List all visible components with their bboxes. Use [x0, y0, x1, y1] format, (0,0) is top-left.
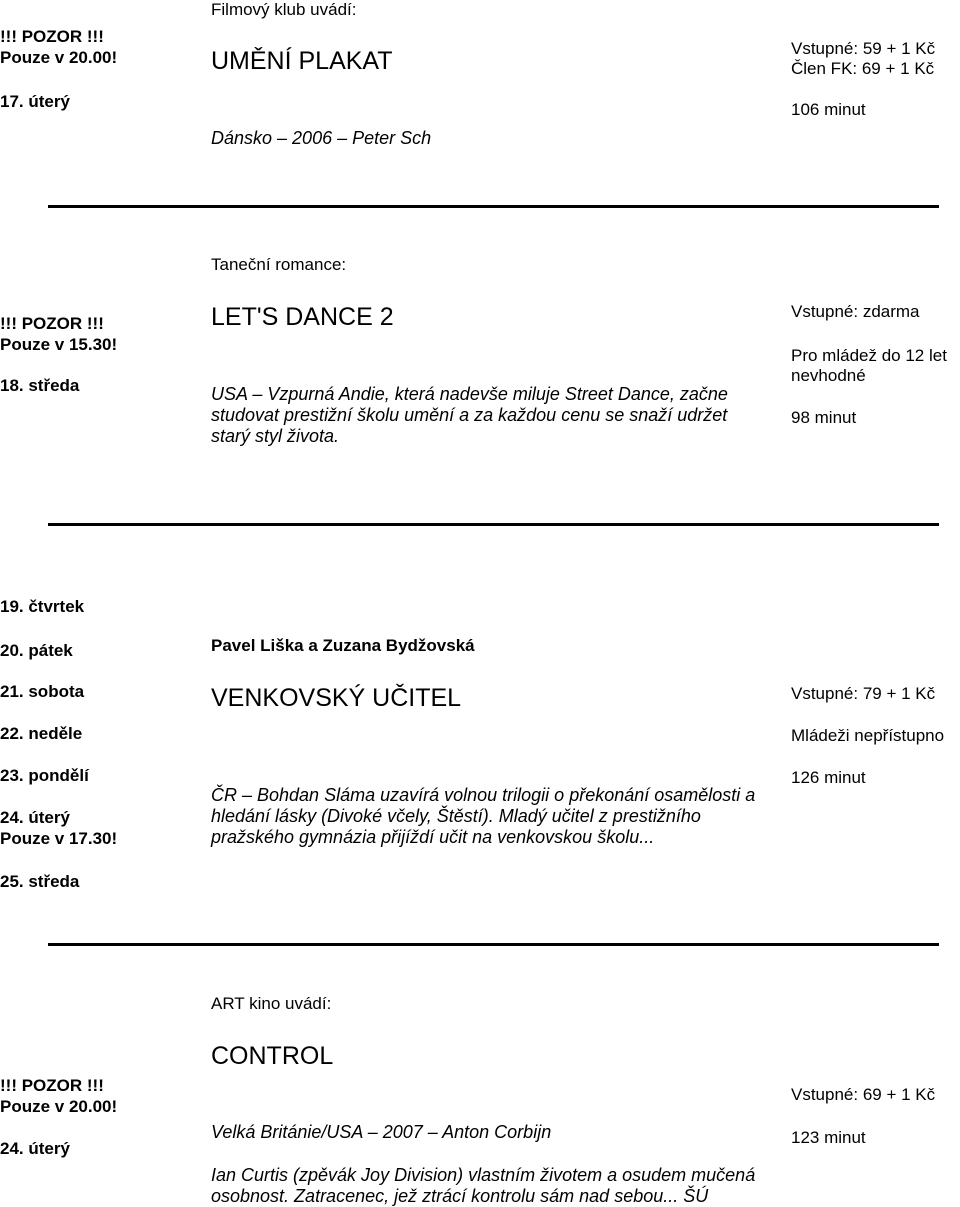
film3-age-note: Mládeži nepřístupno	[791, 726, 945, 745]
film3-day-20: 20. pátek	[0, 641, 73, 660]
film3-day-23: 23. pondělí	[0, 766, 89, 785]
film4-time: Pouze v 20.00!	[0, 1097, 118, 1116]
film3-duration: 126 minut	[791, 768, 866, 787]
film2-age-note: Pro mládež do 12 let nevhodné	[791, 346, 947, 385]
film2-price: Vstupné: zdarma	[791, 302, 920, 321]
divider	[48, 943, 939, 946]
film3-title: VENKOVSKÝ UČITEL	[211, 684, 462, 712]
film1-member-price: Člen FK: 69 + 1 Kč	[791, 59, 935, 78]
film1-time: Pouze v 20.00!	[0, 48, 118, 67]
film4-day: 24. úterý	[0, 1139, 70, 1158]
film3-day-24: 24. úterý	[0, 808, 70, 827]
film3-day-21: 21. sobota	[0, 682, 85, 701]
film4-price: Vstupné: 69 + 1 Kč	[791, 1085, 936, 1104]
film1-heading: Filmový klub uvádí:	[211, 0, 357, 19]
film1-duration: 106 minut	[791, 100, 866, 119]
film3-price: Vstupné: 79 + 1 Kč	[791, 684, 936, 703]
film2-day: 18. středa	[0, 376, 80, 395]
film4-description: Ian Curtis (zpěvák Joy Division) vlastním životem a osudem mučená osobnost. Zatracenec, jež ztrácí kontrolu sám nad sebou... ŠÚ	[211, 1165, 756, 1206]
film2-duration: 98 minut	[791, 408, 857, 427]
film4-alert: !!! POZOR !!!	[0, 1076, 104, 1095]
film2-time: Pouze v 15.30!	[0, 335, 118, 354]
film1-title: UMĚNÍ PLAKAT	[211, 47, 393, 75]
film4-origin: Velká Británie/USA – 2007 – Anton Corbijn	[211, 1122, 552, 1142]
film4-heading: ART kino uvádí:	[211, 994, 332, 1013]
film1-origin: Dánsko – 2006 – Peter Sch	[211, 128, 432, 148]
film3-time: Pouze v 17.30!	[0, 829, 118, 848]
film2-description: USA – Vzpurná Andie, která nadevše miluje Street Dance, začne studovat prestižní školu umění a za každou cenu se snaží udržet starý styl života.	[211, 384, 728, 446]
film1-alert: !!! POZOR !!!	[0, 27, 104, 46]
film1-price: Vstupné: 59 + 1 Kč	[791, 39, 936, 58]
film4-title: CONTROL	[211, 1042, 334, 1070]
film1-day: 17. úterý	[0, 92, 70, 111]
film2-alert: !!! POZOR !!!	[0, 314, 104, 333]
film3-last-day: 25. středa	[0, 872, 80, 891]
film3-day-22: 22. neděle	[0, 724, 83, 743]
divider	[48, 523, 939, 526]
film3-heading: Pavel Liška a Zuzana Bydžovská	[211, 636, 475, 655]
film2-heading: Taneční romance:	[211, 255, 347, 274]
film2-title: LET'S DANCE 2	[211, 303, 394, 331]
divider	[48, 205, 939, 208]
film4-duration: 123 minut	[791, 1128, 866, 1147]
film3-description: ČR – Bohdan Sláma uzavírá volnou trilogii o překonání osamělosti a hledání lásky (Divoké včely, Štěstí). Mladý učitel z prestižního pražského gymnázia přijíždí učit na venkovskou školu...	[211, 785, 756, 847]
film3-day-19: 19. čtvrtek	[0, 597, 85, 616]
